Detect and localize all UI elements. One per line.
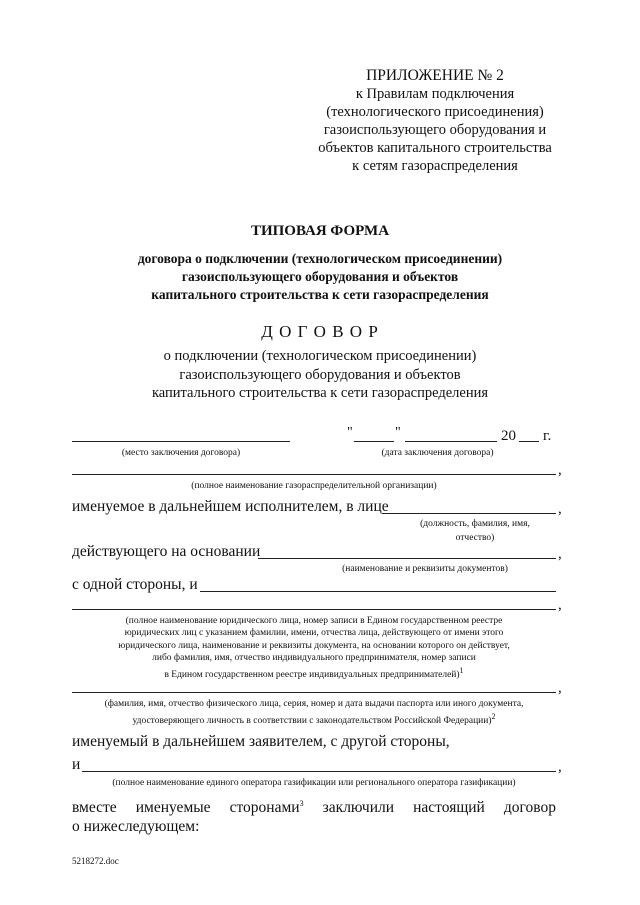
person-line <box>72 692 556 693</box>
footnote-mark: 2 <box>491 711 496 721</box>
position-caption-line: (должность, фамилия, имя, <box>420 519 530 529</box>
appendix-title: ПРИЛОЖЕНИЕ № 2 <box>366 67 504 84</box>
legal-caption-line: в Едином государственном реестре индивидуальных предпринимателей)$^1$ <box>164 665 464 680</box>
one-side-line <box>200 591 556 592</box>
executor-text: именуемое в дальнейшем исполнителем, в лице <box>72 498 389 515</box>
year-suffix: г. <box>543 428 552 444</box>
doc-id: 5218272.doc <box>72 856 119 866</box>
footnote-mark: 1 <box>459 665 464 675</box>
date-quote-close: " <box>395 425 401 440</box>
legal-caption-line: либо фамилия, имя, отчество индивидуального предпринимателя, номер записи <box>152 653 476 664</box>
contract-subtitle-line: о подключении (технологическом присоединении) <box>163 348 477 364</box>
closing-line <box>72 799 556 817</box>
contract-subtitle <box>0 347 640 403</box>
closing-word: заключили <box>322 799 395 816</box>
appendix-line: к сетям газораспределения <box>352 158 518 174</box>
closing-word: сторонами$^3$ <box>229 799 304 817</box>
footnote-mark: 3 <box>299 799 304 808</box>
one-side-text: с одной стороны, и <box>72 576 198 593</box>
applicant-text: именуемый в дальнейшем заявителем, с другой стороны, <box>72 733 450 750</box>
contract-subtitle-line: капитального строительства к сети газораспределения <box>151 385 489 401</box>
legal-caption-line: юридического лица, наименование и реквизиты документа, на основании которого он действует, <box>118 640 510 651</box>
legal-line <box>72 609 556 610</box>
position-caption-line: отчество) <box>455 533 495 543</box>
legal-caption-line: юридических лиц с указанием фамилии, имени, отчества лица, действующего от имени этого <box>124 628 504 639</box>
form-subtitle-line: капитального строительства к сети газораспределения <box>151 287 489 302</box>
month-line <box>405 441 497 442</box>
person-caption <box>62 698 566 727</box>
place-line <box>72 441 290 442</box>
closing-line-2: о нижеследующем: <box>72 818 200 835</box>
closing-word: именуемые <box>135 799 211 816</box>
and-text: и <box>72 756 81 773</box>
form-subtitle-line: газоиспользующего оборудования и объектов <box>181 269 459 284</box>
closing-word: настоящий <box>413 799 485 816</box>
executor-line <box>382 513 556 514</box>
appendix-line: (технологического присоединения) <box>326 104 544 120</box>
date-quote-open: " <box>347 425 353 440</box>
appendix-block <box>300 67 570 175</box>
person-caption-line: (фамилия, имя, отчество физического лица, серия, номер и дата выдачи паспорта или иного документа, <box>104 699 524 709</box>
closing-word: договор <box>503 799 556 816</box>
year-line <box>519 441 539 442</box>
legal-caption-line: (полное наименование юридического лица, номер записи в Едином государственном реестре <box>125 616 503 626</box>
date-caption: (дата заключения договора) <box>381 448 494 458</box>
comma: , <box>558 462 562 478</box>
year-prefix: 20 <box>501 428 516 444</box>
org-line <box>72 474 556 475</box>
form-subtitle <box>0 250 640 304</box>
org-caption: (полное наименование газораспределительной организации) <box>191 481 437 491</box>
operator-line <box>82 771 556 772</box>
comma: , <box>558 597 562 613</box>
person-caption-line: удостоверяющего личность в соответствии с законодательством Российской Федерации)$^2$ <box>132 711 496 726</box>
comma: , <box>558 501 562 517</box>
closing-word: вместе <box>72 799 117 816</box>
comma: , <box>558 546 562 562</box>
form-title: ТИПОВАЯ ФОРМА <box>250 223 390 239</box>
comma: , <box>558 759 562 775</box>
docs-caption: (наименование и реквизиты документов) <box>342 564 508 574</box>
place-caption: (место заключения договора) <box>121 448 241 458</box>
position-caption <box>390 518 560 544</box>
operator-caption: (полное наименование единого оператора газификации или регионального оператора газификации) <box>112 778 516 788</box>
contract-subtitle-line: газоиспользующего оборудования и объектов <box>179 366 461 383</box>
comma: , <box>558 680 562 696</box>
legal-caption <box>72 615 556 681</box>
appendix-line: газоиспользующего оборудования и <box>323 122 547 138</box>
basis-text: действующего на основании <box>72 543 261 560</box>
form-subtitle-line: договора о подключении (технологическом присоединении) <box>137 251 503 266</box>
appendix-line: объектов капитального строительства <box>318 140 552 156</box>
day-line <box>354 441 394 442</box>
basis-line <box>258 558 556 559</box>
appendix-line: к Правилам подключения <box>355 86 515 102</box>
contract-title: Д О Г О В О Р <box>261 322 379 341</box>
